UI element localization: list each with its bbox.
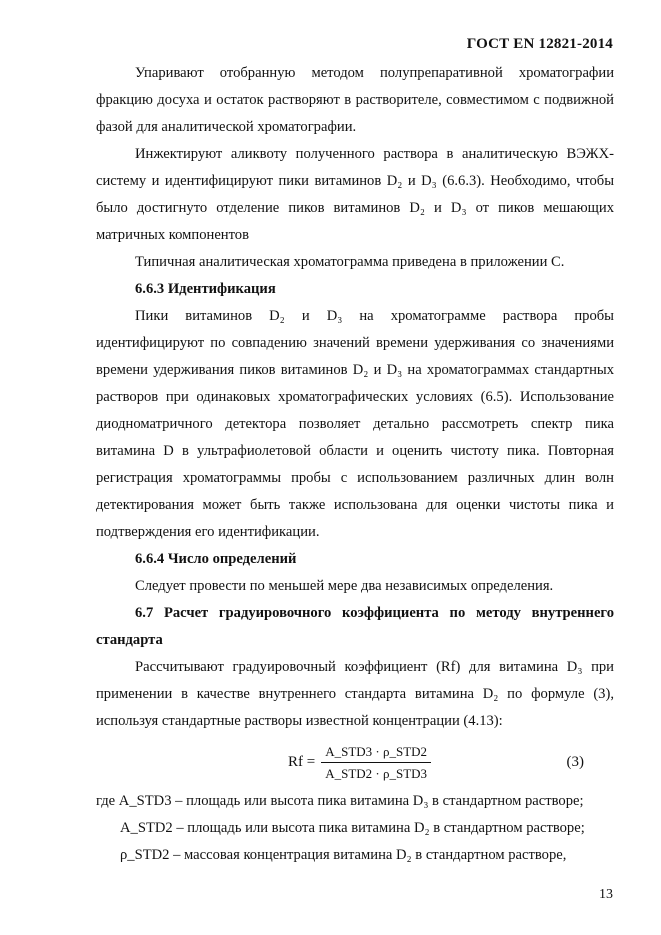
heading-number-of-determinations: 6.6.4 Число определений	[135, 551, 297, 567]
formula-denominator: A_STD2 · ρ_STD3	[325, 766, 428, 781]
heading-calibration: 6.7 Расчет градуировочного коэффициента по методу внутреннего стандарта	[96, 605, 614, 648]
paragraph-5: Следует провести по меньшей мере два независимых определения.	[135, 578, 554, 594]
definition-a-std3: где A_STD3 – площадь или высота пика витамина D₃ в стандартном растворе;	[96, 793, 584, 809]
paragraph-2: Инжектируют аликвоту полученного раствора в аналитическую ВЭЖХ-систему и идентифицируют пики витаминов D₂ и D₃ (6.6.3). Необходимо, чтобы было достигнуто отделение пиков витаминов D₂ и D₃ от пиков мешающих матричных компонентов	[96, 146, 614, 243]
formula-3	[96, 735, 614, 791]
heading-identification: 6.6.3 Идентификация	[135, 281, 276, 297]
paragraph-3: Типичная аналитическая хроматограмма приведена в приложении С.	[135, 254, 565, 270]
definition-rho-std2: ρ_STD2 – массовая концентрация витамина D₂ в стандартном растворе,	[120, 847, 567, 863]
formula-numerator: A_STD3 · ρ_STD2	[321, 743, 431, 763]
paragraph-1: Упаривают отобранную методом полупрепаративной хроматографии фракцию досуха и остаток растворяют в растворителе, совместимом с подвижной фазой для аналитической хроматографии.	[96, 65, 614, 135]
formula-number: (3)	[566, 754, 584, 770]
definitions-list	[96, 788, 614, 869]
document-header: ГОСТ EN 12821-2014	[466, 36, 613, 52]
page-number: 13	[599, 887, 613, 902]
formula-fraction	[321, 743, 431, 782]
paragraph-6: Рассчитывают градуировочный коэффициент (Rf) для витамина D₃ при применении в качестве внутреннего стандарта витамина D₂ по формуле (3), используя стандартные растворы известной концентрации (4.13):	[96, 659, 614, 729]
definition-a-std2: A_STD2 – площадь или высота пика витамина D₂ в стандартном растворе;	[120, 820, 585, 836]
formula-lhs: Rf =	[288, 754, 316, 770]
paragraph-4: Пики витаминов D₂ и D₃ на хроматограмме раствора пробы идентифицируют по совпадению значений времени удерживания со значениями времени удерживания пиков витаминов D₂ и D₃ на хроматограммах стандартных растворов при одинаковых хроматографических условиях (6.5). Использование диодноматричного детектора позволяет детально рассмотреть спектр пика витамина D в ультрафиолетовой области и оценить чистоту пика. Повторная регистрация хроматограммы пробы с использованием различных длин волн детектирования может быть также использована для оценки чистоты пика и подтверждения его идентификации.	[96, 308, 614, 540]
document-body	[96, 60, 614, 791]
